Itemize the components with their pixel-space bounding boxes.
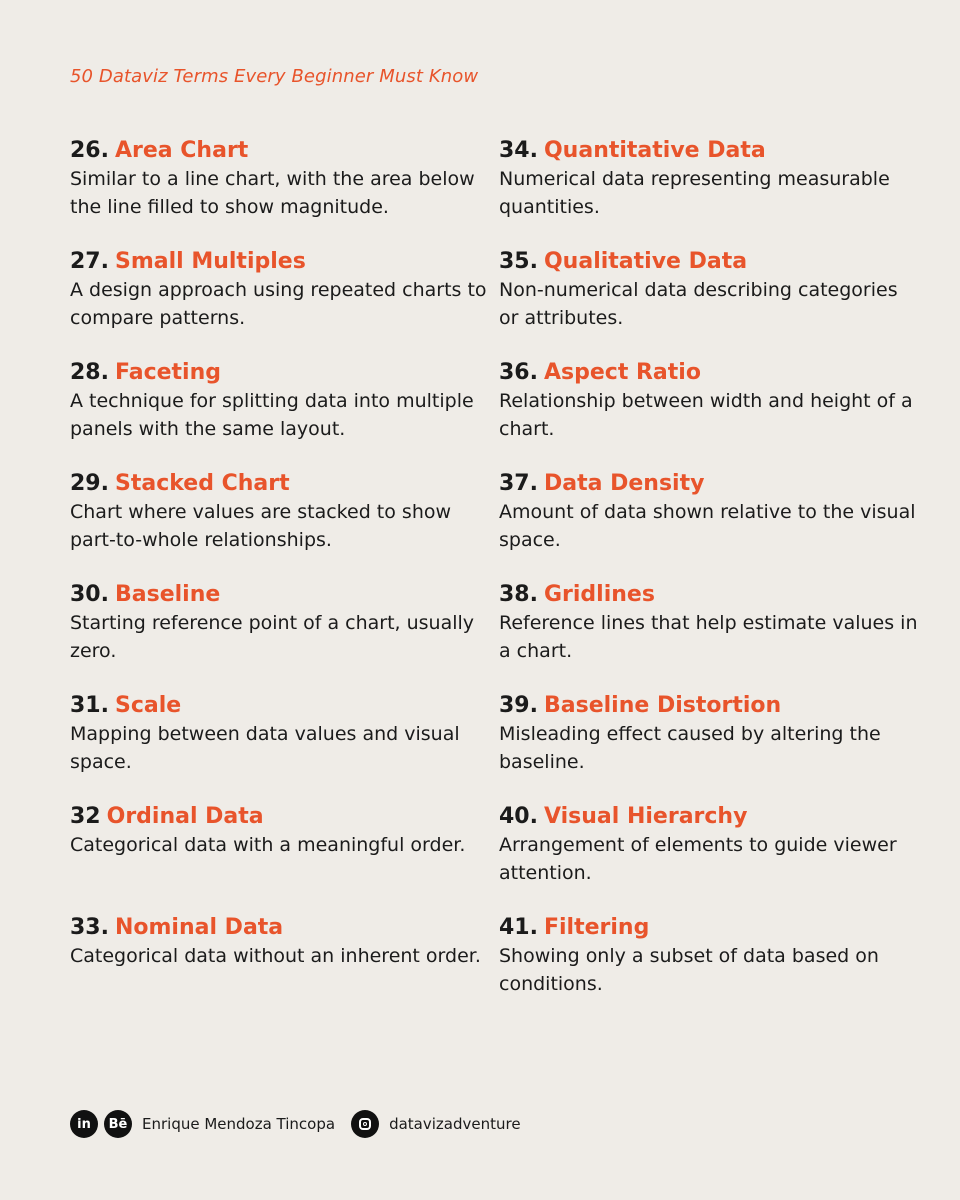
- term-name: Gridlines: [543, 582, 655, 607]
- term-number: 41.: [499, 915, 538, 940]
- term-number: 33.: [70, 915, 109, 940]
- term-name: Filtering: [543, 915, 650, 940]
- term-name: Small Multiples: [114, 249, 306, 274]
- term-description: A technique for splitting data into multiple panels with the same layout.: [70, 390, 474, 440]
- behance-icon[interactable]: Bē: [104, 1110, 132, 1138]
- term-number: 30.: [70, 582, 109, 607]
- term-name: Baseline Distortion: [543, 693, 782, 718]
- term-item: [70, 359, 490, 470]
- term-item: [499, 803, 919, 914]
- term-name: Qualitative Data: [543, 249, 748, 274]
- term-item: [70, 581, 490, 692]
- term-description: Similar to a line chart, with the area below the line filled to show magnitude.: [70, 168, 475, 218]
- term-description: Mapping between data values and visual space.: [70, 723, 460, 773]
- term-description: Categorical data without an inherent order.: [70, 945, 481, 967]
- term-item: [70, 692, 490, 803]
- term-number: 39.: [499, 693, 538, 718]
- term-description: A design approach using repeated charts to compare patterns.: [70, 279, 487, 329]
- term-item: [499, 137, 919, 248]
- term-number: 40.: [499, 804, 538, 829]
- linkedin-icon[interactable]: in: [70, 1110, 98, 1138]
- instagram-handle: datavizadventure: [389, 1115, 521, 1133]
- term-item: [70, 914, 490, 1025]
- footer: [70, 1110, 531, 1138]
- term-number: 26.: [70, 138, 109, 163]
- term-name: Stacked Chart: [114, 471, 290, 496]
- term-item: [499, 581, 919, 692]
- term-item: [499, 470, 919, 581]
- left-column: [70, 137, 490, 1025]
- term-description: Chart where values are stacked to show part-to-whole relationships.: [70, 501, 452, 551]
- term-name: Faceting: [114, 360, 221, 385]
- term-name: Baseline: [114, 582, 221, 607]
- term-item: [70, 137, 490, 248]
- term-description: Showing only a subset of data based on conditions.: [499, 945, 879, 995]
- term-number: 31.: [70, 693, 109, 718]
- term-description: Starting reference point of a chart, usually zero.: [70, 612, 475, 662]
- term-item: [70, 803, 490, 914]
- instagram-icon[interactable]: [351, 1110, 379, 1138]
- author-name: Enrique Mendoza Tincopa: [142, 1115, 336, 1133]
- term-name: Quantitative Data: [543, 138, 766, 163]
- term-item: [499, 248, 919, 359]
- term-description: Misleading effect caused by altering the baseline.: [499, 723, 881, 773]
- subtitle: 50 Dataviz Terms Every Beginner Must Know: [70, 66, 479, 87]
- term-item: [70, 248, 490, 359]
- term-description: Numerical data representing measurable quantities.: [499, 168, 890, 218]
- term-description: Reference lines that help estimate values in a chart.: [499, 612, 918, 662]
- term-item: [499, 914, 919, 1025]
- term-name: Scale: [114, 693, 182, 718]
- term-description: Amount of data shown relative to the visual space.: [499, 501, 916, 551]
- term-item: [70, 470, 490, 581]
- term-number: 27.: [70, 249, 109, 274]
- term-number: 34.: [499, 138, 538, 163]
- term-number: 38.: [499, 582, 538, 607]
- term-description: Arrangement of elements to guide viewer attention.: [499, 834, 897, 884]
- term-name: Nominal Data: [114, 915, 284, 940]
- term-name: Ordinal Data: [106, 804, 264, 829]
- term-name: Visual Hierarchy: [543, 804, 748, 829]
- term-item: [499, 692, 919, 803]
- term-name: Data Density: [543, 471, 705, 496]
- term-number: 35.: [499, 249, 538, 274]
- term-number: 28.: [70, 360, 109, 385]
- term-number: 36.: [499, 360, 538, 385]
- term-description: Categorical data with a meaningful order.: [70, 834, 466, 856]
- term-description: Non-numerical data describing categories or attributes.: [499, 279, 898, 329]
- term-item: [499, 359, 919, 470]
- term-number: 32: [70, 804, 101, 829]
- term-name: Aspect Ratio: [543, 360, 701, 385]
- term-name: Area Chart: [114, 138, 249, 163]
- term-number: 29.: [70, 471, 109, 496]
- term-number: 37.: [499, 471, 538, 496]
- right-column: [499, 137, 919, 1025]
- term-description: Relationship between width and height of a chart.: [499, 390, 913, 440]
- instagram-glyph: [359, 1118, 371, 1130]
